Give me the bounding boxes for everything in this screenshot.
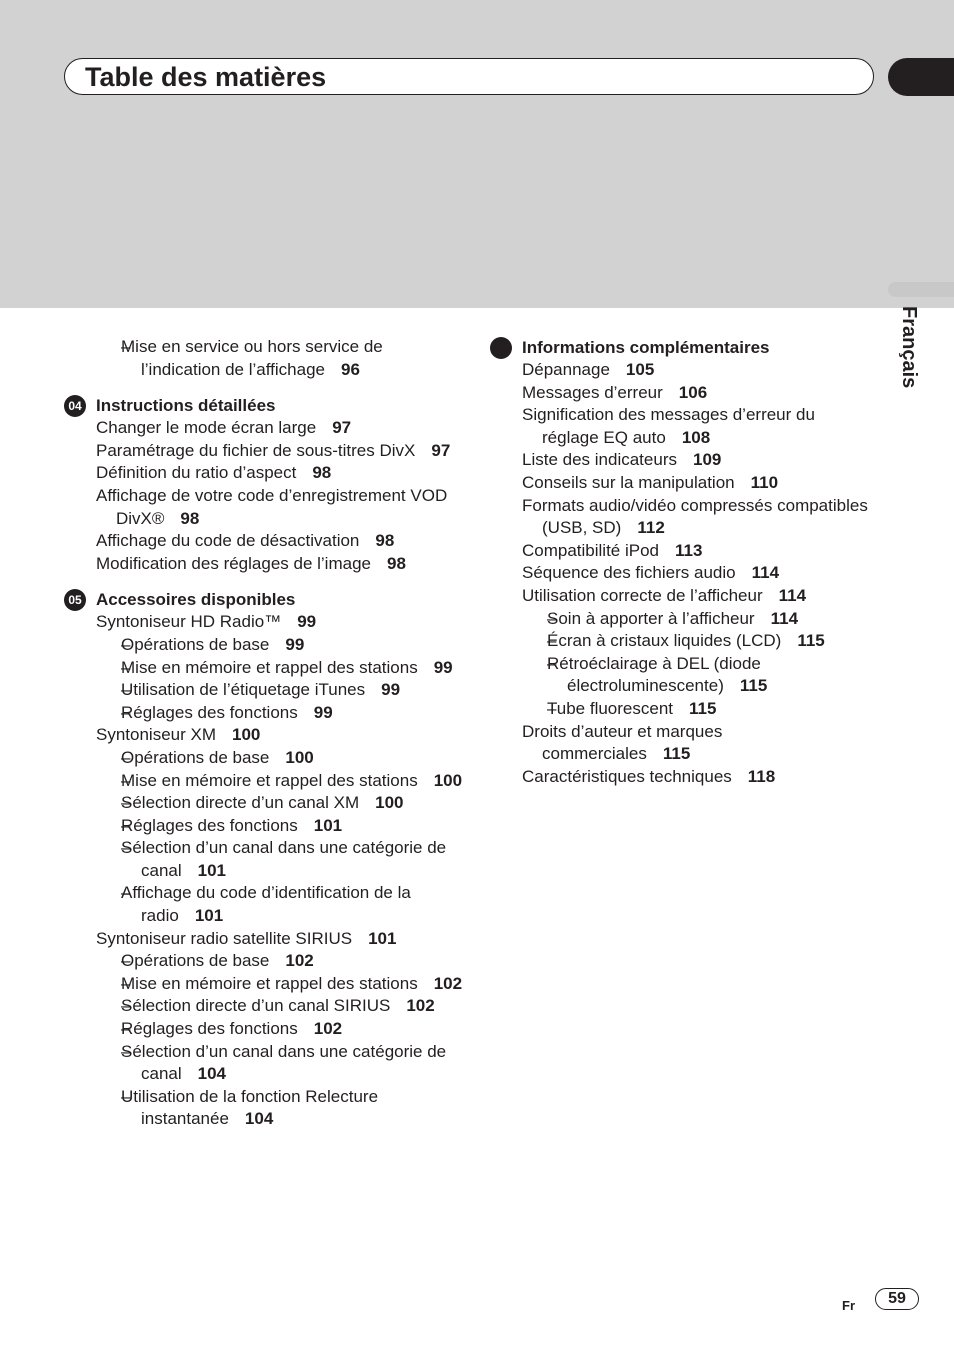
entry-text: Utilisation correcte de l’afficheur	[522, 585, 763, 605]
page-language: Fr	[842, 1298, 855, 1313]
toc-subentry	[64, 657, 464, 680]
entry-page: 97	[332, 418, 352, 438]
title-frame	[64, 58, 874, 95]
toc-subentry	[490, 608, 870, 631]
toc-subentry	[64, 1041, 464, 1086]
entry-text: Réglages des fonctions	[121, 702, 298, 722]
entry-text: Tube fluorescent	[547, 698, 673, 718]
entry-text: Mise en mémoire et rappel des stations	[121, 973, 418, 993]
toc-entry	[64, 611, 464, 634]
entry-page: 100	[433, 770, 463, 790]
toc-section-06	[490, 336, 870, 788]
toc-section-04	[64, 394, 464, 575]
entry-text: Définition du ratio d’aspect	[96, 463, 297, 483]
section-title: Accessoires disponibles	[96, 590, 296, 610]
toc-entry	[64, 440, 464, 463]
entry-text: Réglages des fonctions	[121, 815, 298, 835]
entry-page: 114	[778, 585, 807, 605]
entry-text: Mise en mémoire et rappel des stations	[121, 770, 418, 790]
entry-text: Syntoniseur XM	[96, 725, 216, 745]
entry-text: Changer le mode écran large	[96, 418, 317, 438]
toc-entry	[64, 928, 464, 951]
entry-page: 104	[244, 1109, 274, 1129]
entry-text: Signification des messages d’erreur du réglage EQ auto	[522, 405, 815, 447]
toc-subentry	[64, 702, 464, 725]
section-heading	[64, 588, 464, 611]
entry-text: Soin à apporter à l’afficheur	[547, 608, 755, 628]
toc-subentry	[490, 698, 870, 721]
entry-page: 96	[340, 359, 360, 379]
toc-subentry	[64, 815, 464, 838]
toc-column-left	[64, 336, 464, 1144]
toc-entry	[490, 540, 870, 563]
toc-entry	[490, 382, 870, 405]
entry-text: Sélection d’un canal dans une catégorie de canal	[121, 838, 447, 880]
entry-page: 115	[662, 744, 691, 764]
toc-subentry	[64, 1018, 464, 1041]
page-title: Table des matières	[85, 62, 327, 92]
entry-text: Sélection directe d’un canal SIRIUS	[121, 996, 391, 1016]
toc-entry	[490, 766, 870, 789]
entry-page: 105	[625, 360, 655, 379]
entry-text: Rétroéclairage à DEL (diode électroluminescente)	[547, 653, 761, 696]
entry-page: 99	[313, 702, 333, 722]
entry-page: 99	[285, 634, 305, 654]
toc-entry	[490, 585, 870, 608]
section-title: Instructions détaillées	[96, 396, 276, 416]
toc-subentry	[64, 950, 464, 973]
entry-text: Affichage de votre code d’enregistrement VOD DivX®	[96, 485, 448, 528]
entry-text: Conseils sur la manipulation	[522, 472, 735, 492]
toc-subentry	[64, 837, 464, 882]
entry-page: 100	[285, 747, 314, 767]
entry-text: Liste des indicateurs	[522, 450, 677, 470]
entry-text: Sélection directe d’un canal XM	[121, 793, 360, 813]
entry-page: 115	[797, 631, 825, 651]
toc-subentry	[490, 653, 870, 698]
toc-subentry	[64, 747, 464, 770]
entry-text: Affichage du code de désactivation	[96, 531, 360, 551]
entry-text: Écran à cristaux liquides (LCD)	[547, 631, 782, 651]
entry-text: Mise en mémoire et rappel des stations	[121, 657, 418, 677]
entry-text: Utilisation de la fonction Relecture instantanée	[121, 1086, 379, 1129]
entry-text: Compatibilité iPod	[522, 540, 660, 560]
page-number: 59	[875, 1288, 919, 1310]
entry-page: 100	[375, 793, 404, 813]
toc-subentry	[64, 336, 464, 381]
section-heading	[64, 394, 464, 417]
toc-subentry	[64, 1086, 464, 1131]
toc-subentry	[64, 679, 464, 702]
toc-entry	[490, 449, 870, 472]
toc-entry	[64, 724, 464, 747]
toc-entry	[490, 495, 870, 540]
toc-subentry	[490, 630, 870, 653]
entry-page: 102	[285, 951, 314, 971]
entry-page: 106	[678, 382, 708, 402]
entry-text: Opérations de base	[121, 951, 270, 971]
entry-text: Messages d’erreur	[522, 382, 663, 402]
toc-subentry	[64, 634, 464, 657]
entry-page: 113	[675, 540, 703, 560]
entry-page: 98	[375, 531, 395, 551]
section-title: Informations complémentaires	[522, 338, 770, 357]
entry-page: 101	[197, 860, 227, 880]
toc-entry	[490, 359, 870, 382]
entry-page: 99	[381, 680, 401, 700]
entry-page: 101	[313, 815, 343, 835]
toc-entry	[490, 721, 870, 766]
toc-subentry	[64, 882, 464, 927]
toc-entry	[64, 530, 464, 553]
entry-text: Syntoniseur HD Radio™	[96, 612, 282, 632]
language-tab	[888, 282, 954, 297]
entry-text: Formats audio/vidéo compressés compatibles (USB, SD)	[522, 495, 868, 538]
entry-text: Syntoniseur radio satellite SIRIUS	[96, 928, 353, 948]
entry-text: Mise en service ou hors service de l’indication de l’affichage	[121, 337, 383, 379]
entry-text: Dépannage	[522, 360, 610, 379]
chapter-badge: 04	[64, 395, 86, 417]
entry-text: Affichage du code d’identification de la radio	[121, 883, 411, 926]
entry-text: Réglages des fonctions	[121, 1019, 298, 1039]
entry-text: Sélection d’un canal dans une catégorie de canal	[121, 1041, 447, 1084]
entry-page: 102	[406, 996, 435, 1016]
chapter-badge	[490, 337, 512, 359]
toc-subentry	[64, 995, 464, 1018]
toc-entry	[64, 485, 464, 530]
entry-text: Opérations de base	[121, 634, 270, 654]
entry-text: Opérations de base	[121, 747, 270, 767]
entry-text: Droits d’auteur et marques commerciales	[522, 721, 723, 764]
toc-subentry	[64, 770, 464, 793]
toc-section-continued	[64, 336, 464, 381]
entry-page: 98	[180, 508, 200, 528]
toc-entry	[490, 562, 870, 585]
toc-entry	[64, 553, 464, 576]
toc-entry	[64, 417, 464, 440]
toc-column-right	[490, 336, 870, 801]
entry-text: Paramétrage du fichier de sous-titres DivX	[96, 440, 416, 460]
entry-page: 100	[232, 725, 261, 745]
chapter-badge: 05	[64, 589, 86, 611]
entry-page: 115	[689, 698, 717, 718]
entry-page: 97	[431, 440, 451, 460]
entry-text: Caractéristiques techniques	[522, 766, 732, 786]
entry-page: 98	[312, 463, 332, 483]
toc-entry	[64, 462, 464, 485]
section-heading	[490, 336, 870, 359]
entry-page: 99	[433, 657, 453, 677]
toc-entry	[490, 404, 870, 449]
entry-page: 98	[387, 553, 406, 573]
entry-page: 109	[692, 450, 722, 470]
entry-page: 114	[770, 608, 799, 628]
toc-subentry	[64, 792, 464, 815]
entry-page: 115	[739, 676, 768, 696]
entry-page: 102	[313, 1019, 343, 1039]
entry-text: Modification des réglages de l’image	[96, 553, 371, 573]
entry-page: 110	[750, 472, 779, 492]
chapter-tab	[888, 58, 954, 96]
entry-page: 108	[681, 427, 711, 447]
toc-subentry	[64, 973, 464, 996]
entry-page: 104	[197, 1064, 227, 1084]
header-band	[0, 0, 954, 308]
entry-page: 101	[194, 906, 224, 926]
language-label: Français	[898, 306, 920, 389]
toc-section-05	[64, 588, 464, 1131]
entry-page: 118	[747, 766, 776, 786]
entry-text: Séquence des fichiers audio	[522, 563, 736, 583]
entry-page: 114	[751, 563, 780, 583]
entry-page: 112	[637, 518, 665, 538]
entry-page: 102	[433, 973, 463, 993]
entry-page: 101	[368, 928, 397, 948]
toc-entry	[490, 472, 870, 495]
entry-page: 99	[297, 612, 317, 632]
entry-text: Utilisation de l’étiquetage iTunes	[121, 680, 366, 700]
